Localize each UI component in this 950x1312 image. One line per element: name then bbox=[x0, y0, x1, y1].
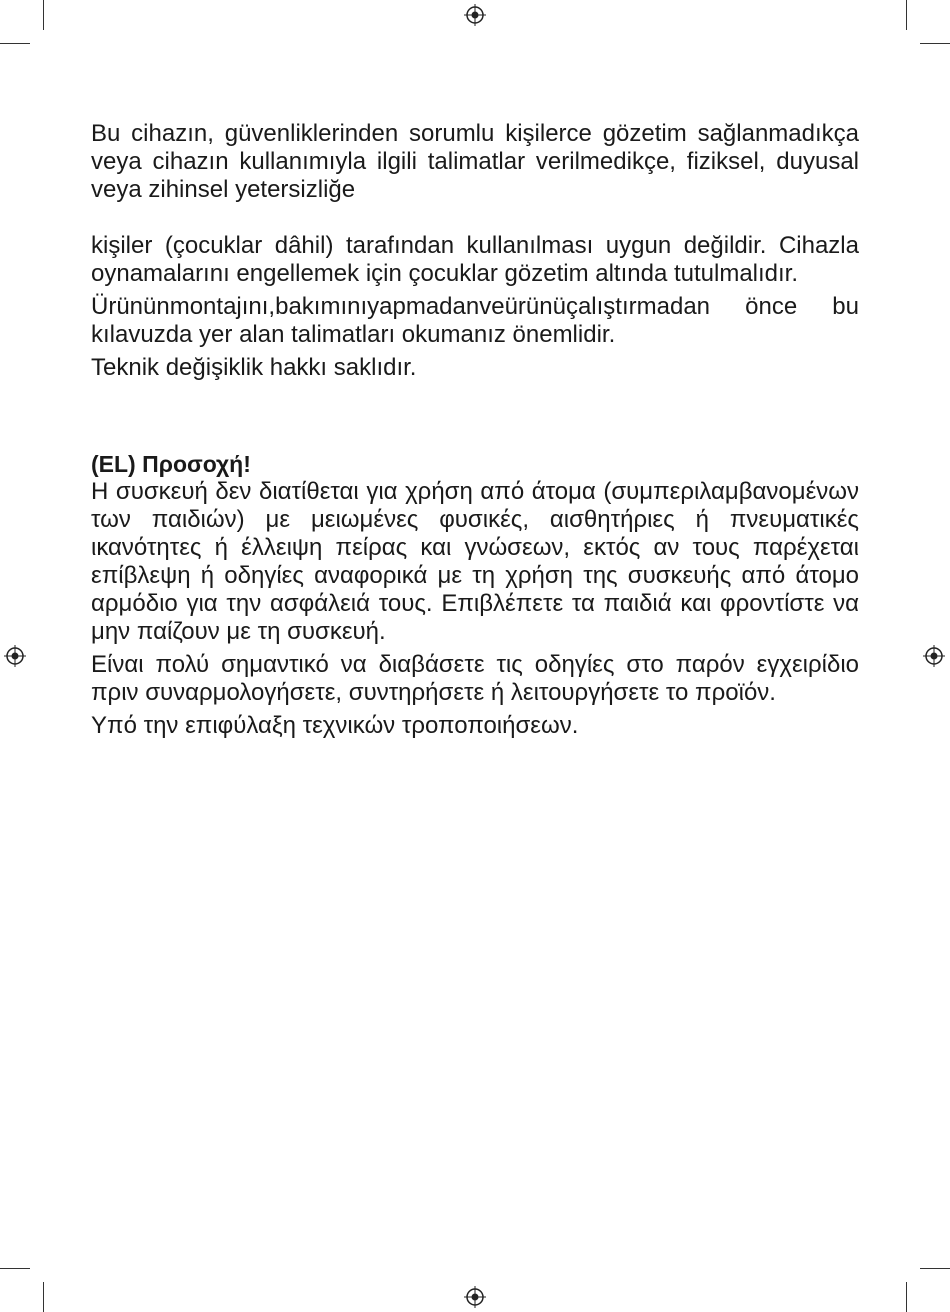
crop-mark-top-left-vertical bbox=[43, 0, 44, 30]
registration-crosshair-icon bbox=[464, 1286, 486, 1308]
paragraph-el-technical-changes: Υπό την επιφύλαξη τεχνικών τροποποιήσεων. bbox=[91, 712, 579, 739]
crop-mark-bottom-right-vertical bbox=[906, 1282, 907, 1312]
registration-crosshair-icon bbox=[923, 645, 945, 667]
crop-mark-top-right-horizontal bbox=[920, 43, 950, 44]
section-turkish bbox=[91, 120, 859, 382]
paragraph-tr-instructions: Ürününmontajını,bakımınıyapmadanveürünüçalıştırmadan önce bu kılavuzda yer alan talimatları okumanız önemlidir. bbox=[91, 293, 859, 348]
crop-mark-bottom-right-horizontal bbox=[920, 1268, 950, 1269]
crop-mark-top-right-vertical bbox=[906, 0, 907, 30]
section-greek bbox=[91, 450, 859, 740]
paragraph-el-instructions: Είναι πολύ σημαντικό να διαβάσετε τις οδηγίες στο παρόν εγχειρίδιο πριν συναρμολογήσετε, συντηρήσετε ή λειτουργήσετε το προϊόν. bbox=[91, 651, 859, 706]
registration-crosshair-icon bbox=[4, 645, 26, 667]
page-body bbox=[91, 120, 859, 740]
crop-mark-bottom-left-vertical bbox=[43, 1282, 44, 1312]
section-heading-el: (EL) Προσοχή! bbox=[91, 451, 251, 477]
crop-mark-top-left-horizontal bbox=[0, 43, 30, 44]
paragraph-tr-technical-changes: Teknik değişiklik hakkı saklıdır. bbox=[91, 354, 417, 381]
registration-crosshair-icon bbox=[464, 4, 486, 26]
paragraph-el-warning: Η συσκευή δεν διατίθεται για χρήση από άτομα (συμπεριλαμβανομένων των παιδιών) με μειωμένες φυσικές, αισθητήριες ή πνευματικές ικανότητες ή έλλειψη πείρας και γνώσεων, εκτός αν τους παρέχεται επίβλεψη ή οδηγίες αναφορικά με τη χρήση της συσκευής από άτομο αρμόδιο για την ασφάλειά τους. Επιβλέπετε τα παιδιά και φροντίστε να μην παίζουν με τη συσκευή. bbox=[91, 478, 859, 645]
paragraph-tr-warning-start: Bu cihazın, güvenliklerinden sorumlu kişilerce gözetim sağlanmadıkça veya cihazın kullanımıyla ilgili talimatlar verilmedikçe, fiziksel, duyusal veya zihinsel yetersizliğe bbox=[91, 120, 859, 203]
crop-mark-bottom-left-horizontal bbox=[0, 1268, 30, 1269]
paragraph-tr-warning-end: kişiler (çocuklar dâhil) tarafından kullanılması uygun değildir. Cihazla oynamalarını engellemek için çocuklar gözetim altında tutulmalıdır. bbox=[91, 232, 859, 287]
